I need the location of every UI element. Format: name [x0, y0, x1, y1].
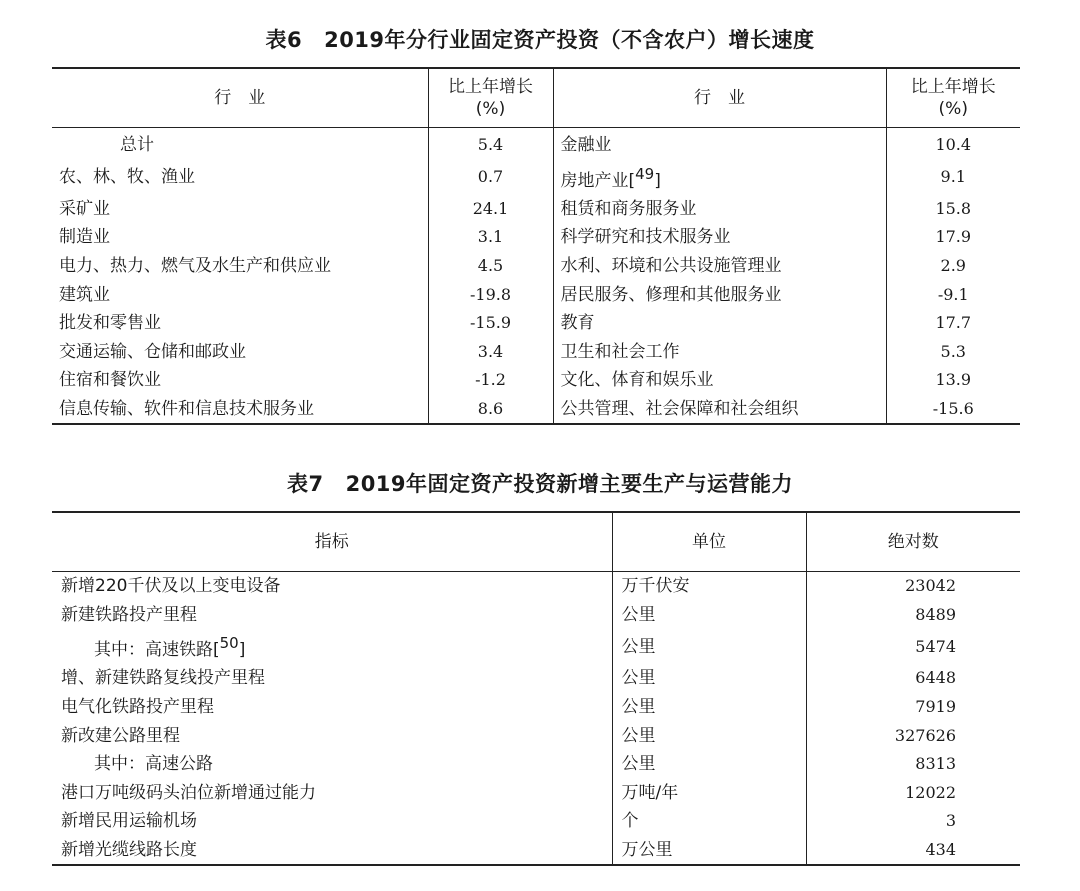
value-cell: 7919 — [806, 693, 1020, 722]
growth-cell: -9.1 — [886, 280, 1020, 309]
indicator-cell: 新增民用运输机场 — [61, 811, 197, 832]
industry-cell: 建筑业 — [59, 284, 110, 305]
growth-cell: 13.9 — [886, 366, 1020, 395]
table-row — [52, 160, 1020, 195]
indicator-cell: 其中：高速公路 — [94, 754, 213, 775]
value-cell: 6448 — [806, 664, 1020, 693]
growth-cell: 5.3 — [886, 338, 1020, 367]
growth-cell: -1.2 — [428, 366, 553, 395]
indicator-cell: 电气化铁路投产里程 — [61, 697, 214, 718]
industry-cell: 制造业 — [59, 227, 110, 248]
growth-cell: 17.7 — [886, 309, 1020, 338]
indicator-cell: 新增光缆线路长度 — [61, 840, 197, 861]
indicator-cell: 增、新建铁路复线投产里程 — [61, 668, 265, 689]
table7-header-value: 绝对数 — [806, 512, 1020, 572]
table6-header-growth-right — [886, 68, 1020, 128]
industry-cell: 电力、热力、燃气及水生产和供应业 — [59, 256, 331, 277]
table7-title-text: 2019年固定资产投资新增主要生产与运营能力 — [345, 472, 794, 496]
growth-cell: -15.6 — [886, 395, 1020, 425]
indicator-cell: 新建铁路投产里程 — [61, 604, 197, 625]
table-row — [52, 693, 1020, 722]
value-cell: 5474 — [806, 629, 1020, 664]
footnote-bracket-close: ] — [238, 640, 246, 661]
industry-label: 房地产业 — [560, 170, 629, 191]
table-row — [52, 128, 1020, 160]
industry-cell — [553, 160, 886, 195]
industry-cell: 水利、环境和公共设施管理业 — [553, 252, 886, 281]
table-row — [52, 280, 1020, 309]
unit-cell: 公里 — [612, 750, 806, 779]
value-cell: 23042 — [806, 572, 1020, 601]
table-row — [52, 721, 1020, 750]
table-row — [52, 779, 1020, 808]
indicator-cell — [52, 629, 612, 664]
industry-cell: 信息传输、软件和信息技术服务业 — [59, 399, 314, 420]
unit-cell: 万公里 — [612, 836, 806, 866]
footnote-bracket-open: [ — [628, 170, 636, 191]
table-row — [52, 572, 1020, 601]
table-row — [52, 664, 1020, 693]
table7 — [52, 511, 1020, 866]
table6-header-industry-left: 行 业 — [52, 68, 428, 128]
growth-cell: 10.4 — [886, 128, 1020, 160]
industry-cell: 金融业 — [553, 128, 886, 160]
table6-title — [0, 26, 1080, 54]
industry-cell: 住宿和餐饮业 — [59, 370, 161, 391]
table-row — [52, 195, 1020, 224]
table-row — [52, 395, 1020, 425]
industry-cell: 租赁和商务服务业 — [553, 195, 886, 224]
growth-cell: -15.9 — [428, 309, 553, 338]
table6-number: 表6 — [265, 28, 303, 52]
table7-header-row — [52, 512, 1020, 572]
table-row — [52, 252, 1020, 281]
value-cell: 8313 — [806, 750, 1020, 779]
table7-number: 表7 — [286, 472, 324, 496]
table-row — [52, 750, 1020, 779]
footnote-bracket-open: [ — [213, 640, 220, 661]
footnote-bracket-close: ] — [654, 170, 661, 191]
table6-header-industry-right: 行 业 — [553, 68, 886, 128]
value-cell: 327626 — [806, 721, 1020, 750]
table6 — [52, 67, 1020, 425]
industry-cell: 教育 — [553, 309, 886, 338]
unit-cell: 公里 — [612, 664, 806, 693]
table7-header-indicator: 指标 — [52, 512, 612, 572]
unit-cell: 公里 — [612, 601, 806, 630]
industry-cell: 居民服务、修理和其他服务业 — [553, 280, 886, 309]
industry-cell: 总计 — [120, 135, 154, 156]
growth-cell: 4.5 — [428, 252, 553, 281]
table-row — [52, 601, 1020, 630]
table-row — [52, 338, 1020, 367]
growth-cell: 5.4 — [428, 128, 553, 160]
value-cell: 3 — [806, 807, 1020, 836]
indicator-cell: 新增220千伏及以上变电设备 — [61, 576, 281, 597]
growth-cell: 9.1 — [886, 160, 1020, 195]
industry-cell: 卫生和社会工作 — [553, 338, 886, 367]
industry-cell: 采矿业 — [59, 198, 110, 219]
indicator-cell: 港口万吨级码头泊位新增通过能力 — [61, 782, 316, 803]
industry-cell: 交通运输、仓储和邮政业 — [59, 341, 246, 362]
table6-header-growth-left — [428, 68, 553, 128]
table6-header-row — [52, 68, 1020, 128]
industry-cell: 公共管理、社会保障和社会组织 — [553, 395, 886, 425]
unit-cell: 公里 — [612, 693, 806, 722]
header-growth-line2: (%) — [475, 99, 506, 119]
growth-cell: -19.8 — [428, 280, 553, 309]
unit-cell: 个 — [612, 807, 806, 836]
indicator-label: 其中：高速铁路 — [94, 640, 213, 661]
table6-title-text: 2019年分行业固定资产投资（不含农户）增长速度 — [324, 28, 815, 52]
unit-cell: 公里 — [612, 721, 806, 750]
growth-cell: 15.8 — [886, 195, 1020, 224]
value-cell: 12022 — [806, 779, 1020, 808]
industry-cell: 农、林、牧、渔业 — [59, 167, 195, 188]
header-growth-line2: (%) — [938, 99, 968, 119]
growth-cell: 24.1 — [428, 195, 553, 224]
growth-cell: 0.7 — [428, 160, 553, 195]
growth-cell: 8.6 — [428, 395, 553, 425]
growth-cell: 2.9 — [886, 252, 1020, 281]
growth-cell: 3.4 — [428, 338, 553, 367]
unit-cell: 万千伏安 — [612, 572, 806, 601]
header-growth-line1: 比上年增长 — [448, 77, 533, 97]
table-row — [52, 223, 1020, 252]
industry-cell: 科学研究和技术服务业 — [553, 223, 886, 252]
industry-cell: 批发和零售业 — [59, 313, 161, 334]
growth-cell: 17.9 — [886, 223, 1020, 252]
table-row — [52, 309, 1020, 338]
value-cell: 434 — [806, 836, 1020, 866]
table7-title — [0, 470, 1080, 498]
table-row — [52, 366, 1020, 395]
table-row — [52, 836, 1020, 866]
table-row — [52, 629, 1020, 664]
header-growth-line1: 比上年增长 — [910, 77, 996, 97]
table7-header-unit: 单位 — [612, 512, 806, 572]
value-cell: 8489 — [806, 601, 1020, 630]
footnote-ref: 49 — [635, 164, 655, 183]
table-row — [52, 807, 1020, 836]
unit-cell: 万吨/年 — [612, 779, 806, 808]
industry-cell: 文化、体育和娱乐业 — [553, 366, 886, 395]
indicator-cell: 新改建公路里程 — [61, 725, 180, 746]
growth-cell: 3.1 — [428, 223, 553, 252]
unit-cell: 公里 — [612, 629, 806, 664]
footnote-ref: 50 — [219, 634, 239, 653]
